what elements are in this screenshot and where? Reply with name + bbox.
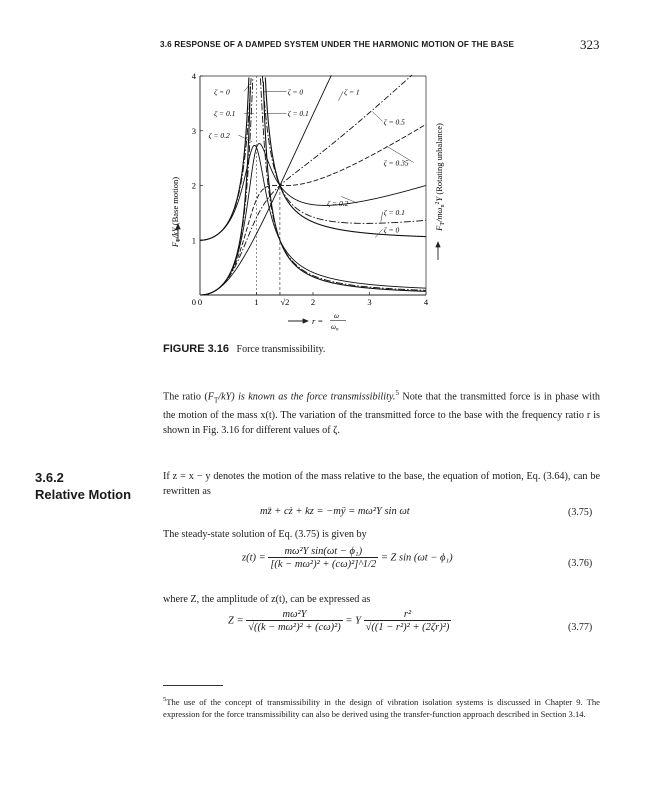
curve-label-zeta0_left: ζ = 0 — [214, 87, 230, 97]
figure-caption-text: Force transmissibility. — [236, 344, 326, 355]
footnote-rule — [163, 685, 223, 686]
paragraph-amplitude: where Z, the amplitude of z(t), can be expressed as — [163, 594, 371, 605]
curve-label-zeta01_mid: ζ = 0.1 — [287, 109, 309, 119]
svg-text:ωn: $\omega_n$ — [331, 323, 339, 333]
curve-label-zeta0_mid: ζ = 0 — [287, 87, 304, 97]
equation-3-77-number: (3.77) — [568, 622, 593, 633]
figure-caption — [163, 343, 325, 355]
x-tick-label: 2 — [310, 297, 316, 307]
curve-label-zeta0_right: ζ = 0 — [383, 225, 400, 235]
curve-unbalance-zeta-1 — [200, 75, 331, 295]
right-axis-title-text: $F_T/m\omega_n^2Y$ (Rotating unbalance) — [434, 123, 446, 231]
section-title: Relative Motion — [35, 487, 132, 502]
paragraph-relative-motion: If z = x − y denotes the motion of the mass relative to the base, the equation of motion, Eq. (3.64), can be rewritten as — [163, 471, 600, 497]
x-tick-label: 1 — [254, 297, 259, 307]
x-axis-title — [288, 312, 346, 333]
curve-base-zeta-0 — [200, 78, 249, 241]
x-tick-label: 0 — [197, 297, 203, 307]
footnote: $^5$The use of the concept of transmissibility in the design of vibration isolation systems is discussed in Chapter 9. The expression for the force transmissibility can also be derived using the transfer-function approach described in Section 3.14. — [163, 696, 600, 719]
equation-3-76-number: (3.76) — [568, 558, 593, 569]
y-tick-label: 4 — [191, 71, 196, 81]
running-head: 3.6 RESPONSE OF A DAMPED SYSTEM UNDER THE HARMONIC MOTION OF THE BASE — [160, 40, 515, 49]
equation-3-77: Z = $\frac{\text{mω²Y}}{\text{√((k − mω²)² + (cω)²)}}$ = Y $\frac{\text{r²}}{\text{√((1 − r²)² + (2ζr)²)}}$ — [228, 609, 450, 633]
x-tick-label: √2 — [280, 297, 290, 307]
y-tick-label: 3 — [191, 125, 196, 136]
y-tick-label: 2 — [191, 180, 196, 191]
paragraph-steady-state: The steady-state solution of Eq. (3.75) is given by — [163, 529, 367, 540]
svg-text:ω: ω — [334, 312, 339, 320]
curve-label-leader — [381, 212, 383, 222]
curve-label-zeta02_right: ζ = 0.2 — [327, 199, 349, 209]
section-number: 3.6.2 — [35, 470, 64, 485]
curve-label-leader — [338, 91, 343, 100]
curve-label-leader — [372, 112, 382, 122]
equation-3-75-number: (3.75) — [568, 507, 593, 518]
left-axis-title-text: $F_T/kY$ (Base motion) — [170, 176, 182, 248]
curve-label-zeta01_right: ζ = 0.1 — [383, 207, 405, 217]
right-axis-title — [434, 123, 446, 232]
origin-label: 0 — [191, 297, 196, 307]
x-tick-label: 3 — [367, 297, 372, 307]
x-axis-title-text: r = — [312, 316, 324, 326]
paragraph-transmissibility: The ratio $(F_T/kY)$ is known as the force transmissibility.$^5$ Note that the transmitted force is in phase with the motion of the mass x(t). The variation of the transmitted force to the base with the frequency ratio r is shown in Fig. 3.16 for different values of ζ. — [163, 389, 600, 437]
x-tick-label: 4 — [423, 297, 429, 307]
left-axis-title — [170, 177, 182, 248]
equation-3-75: mz̈ + cż + kz = −mÿ = mω²Y sin ωt — [260, 506, 410, 517]
section-heading — [35, 469, 160, 503]
curve-label-zeta05: ζ = 0.5 — [383, 117, 405, 127]
curve-label-leader — [375, 229, 382, 237]
transmissibility-chart — [150, 62, 450, 337]
page-number: 323 — [580, 37, 600, 52]
curve-unbalance-zeta-0_5 — [200, 75, 412, 295]
figure-caption-label: FIGURE 3.16 — [163, 343, 230, 355]
equation-3-76: z(t) = $\frac{\text{mω²Y sin(ωt − ϕ₁)}}{\text{[(k − mω²)² + (cω)²]\textasciicircum{}1/2}}$ = Z sin (ωt − ϕ₁) — [242, 546, 453, 570]
y-tick-label: 1 — [191, 235, 196, 246]
curve-label-zeta01_left: ζ = 0.1 — [214, 109, 236, 119]
curve-label-zeta1_top: ζ = 1 — [344, 87, 360, 97]
curve-label-zeta035: ζ = 0.35 — [383, 158, 409, 168]
curve-label-zeta02_left: ζ = 0.2 — [208, 131, 230, 141]
